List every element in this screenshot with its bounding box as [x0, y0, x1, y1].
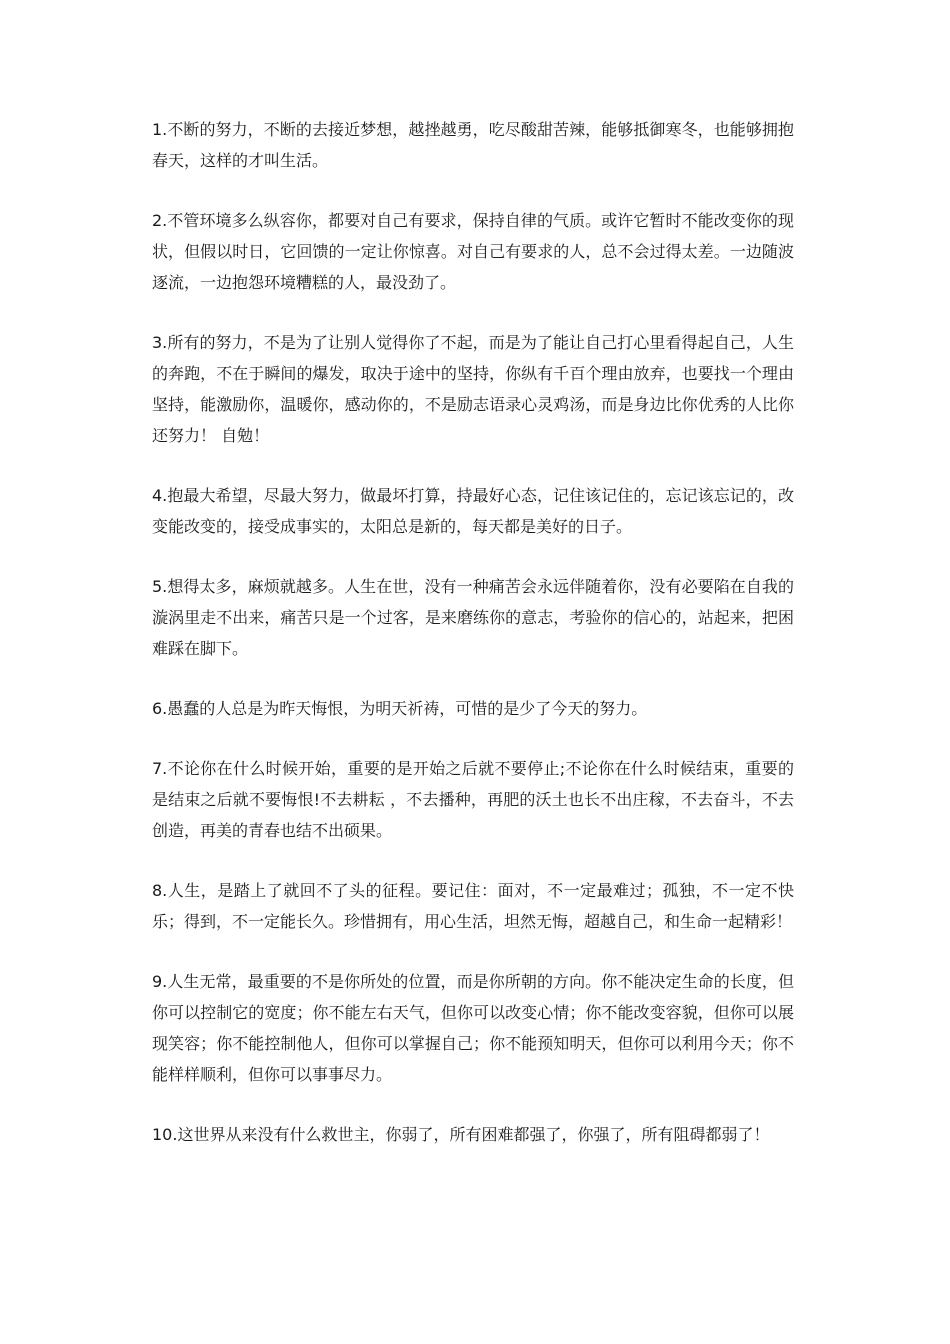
paragraph-9: 9.人生无常，最重要的不是你所处的位置，而是你所朝的方向。你不能决定生命的长度，但你可以控制它的宽度；你不能左右天气，但你可以改变心情；你不能改变容貌，但你可以展现笑容；你不能控制他人，但你可以掌握自己；你不能预知明天，但你可以利用今天；你不能样样顺利，但你可以事事尽力。	[152, 972, 794, 1084]
paragraph-1: 1.不断的努力，不断的去接近梦想，越挫越勇，吃尽酸甜苦辣，能够抵御寒冬，也能够拥抱春天，这样的才叫生活。	[152, 120, 794, 170]
paragraph-2: 2.不管环境多么纵容你，都要对自己有要求，保持自律的气质。或许它暂时不能改变你的现状，但假以时日，它回馈的一定让你惊喜。对自己有要求的人，总不会过得太差。一边随波逐流，一边抱怨环境糟糕的人，最没劲了。	[152, 211, 794, 292]
paragraph-7: 7.不论你在什么时候开始，重要的是开始之后就不要停止;不论你在什么时候结束，重要的是结束之后就不要悔恨!不去耕耘 ，不去播种，再肥的沃土也长不出庄稼，不去奋斗，不去创造，再美的青春也结不出硕果。	[152, 759, 794, 840]
paragraph-4: 4.抱最大希望，尽最大努力，做最坏打算，持最好心态，记住该记住的，忘记该忘记的，改变能改变的，接受成事实的，太阳总是新的，每天都是美好的日子。	[152, 486, 794, 536]
paragraph-8: 8.人生，是踏上了就回不了头的征程。要记住：面对，不一定最难过；孤独，不一定不快乐；得到，不一定能长久。珍惜拥有，用心生活，坦然无悔，超越自己，和生命一起精彩！	[152, 881, 794, 931]
paragraph-10: 10.这世界从来没有什么救世主，你弱了，所有困难都强了，你强了，所有阻碍都弱了！	[152, 1125, 770, 1144]
paragraph-6: 6.愚蠢的人总是为昨天悔恨，为明天祈祷，可惜的是少了今天的努力。	[152, 699, 648, 718]
paragraph-3: 3.所有的努力，不是为了让别人觉得你了不起，而是为了能让自己打心里看得起自己，人生的奔跑，不在于瞬间的爆发，取决于途中的坚持，你纵有千百个理由放弃，也要找一个理由坚持，能激励你，温暖你，感动你的，不是励志语录心灵鸡汤，而是身边比你优秀的人比你还努力！ 自勉！	[152, 333, 794, 445]
document-body	[152, 114, 794, 1179]
paragraph-5: 5.想得太多，麻烦就越多。人生在世，没有一种痛苦会永远伴随着你，没有必要陷在自我的漩涡里走不出来，痛苦只是一个过客，是来磨练你的意志，考验你的信心的，站起来，把困难踩在脚下。	[152, 577, 794, 658]
